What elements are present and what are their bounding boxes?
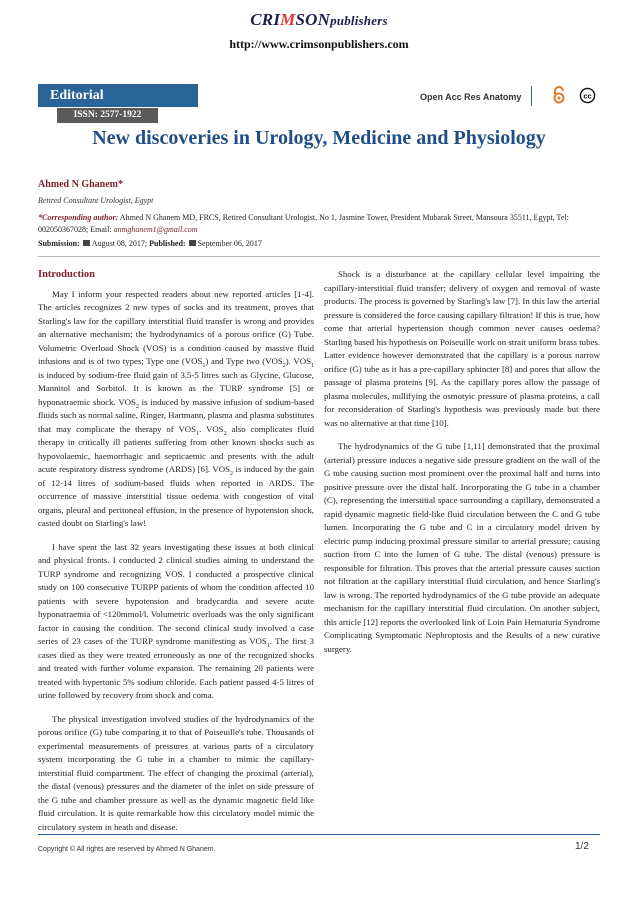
publisher-logo: CRIMSONpublishers bbox=[250, 10, 388, 29]
article-title: New discoveries in Urology, Medicine and Physiology bbox=[92, 127, 546, 149]
section-label: Editorial bbox=[38, 84, 198, 107]
creative-commons-icon bbox=[579, 87, 596, 104]
paragraph: The physical investigation involved studies of the hydrodynamics of the porous orifice (G) tube comparing it to that of Poiseuille's tube. Thousands of experimental measurements of pressures at various parts of a circulatory system incorporating the G tube in a chamber to mimic the capillary-interstitial fluid compartment. The effect of changing the proximal (arterial), the distal (venous) pressures and the diameter of the inlet on side pressure of the G tube and chamber pressure as well as the dynamic magnetic field like fluid circulation. It is quite remarkable how this circulatory model mimic the circulatory system in heath and disease. bbox=[38, 713, 314, 832]
footer-rule bbox=[38, 834, 600, 835]
section-heading: Introduction bbox=[38, 269, 95, 280]
svg-text:cc: cc bbox=[583, 91, 592, 101]
open-access-icon bbox=[552, 86, 566, 104]
article-dates: Submission: August 08, 2017; Published: September 06, 2017 bbox=[38, 239, 262, 248]
header-rule bbox=[38, 256, 600, 257]
body-column-right bbox=[324, 268, 600, 666]
paragraph: May I inform your respected readers about new reported articles [1-4]. The articles recognizes 2 new types of socks and its treatment, proves that Starling's law for the capillary interstitial fluid transfer is wrong and provides an alternative mechanism; the hydrodynamics of a porous orifice (G) Tube. Volumetric Overload Shock (VOS) is a condition caused by massive fluid infusions and is of two types; Type one $(VOS_1)$ and Type two $(VOS_2)$. $VOS_1$ is induced by sodium-free fluid gain of 3.5-5 litres such as Glycine, Glucose, Mannitol and Sorbitol. It is known as the TURP syndrome [5] or hyponatraemic shock. $VOS_2$ is induced by massive infusion of sodium-based fluids such as normal saline, Ringer, Hartmann, plasma and plasma substitutes that may complicate the therapy of $VOS_1$. $VOS_2$ also complicates fluid therapy in critically ill patients suffering from other known shocks such as hypovolaemic, haemorrhagic and septicaemic and presents with the adult acute respiratory distress syndrome (ARDS) [6]. $VOS_2$ is induced by the gain of 12-14 litres of sodium-based fluids when reported in ARDS. The occurrence of massive interstitial tissue oedema with congestion of vital organs, pleural and peritoneal effusion, in the presence of hypotension shock, casted doubt on Starling's law! bbox=[38, 288, 314, 528]
author-email[interactable]: anmghanem1@gmail.com bbox=[113, 224, 198, 234]
calendar-icon bbox=[83, 240, 90, 246]
paragraph: I have spent the last 32 years investigating these issues at both clinical and physical fronts. I conducted 2 clinical studies aiming to understand the TURP syndrome and recognizing VOS. I conducted a prospective clinical study on 100 consecutive TURPP patients of whom the condition affected 10 patients with severe hypotension and bradycardia and severe acute hyponatraemia of <120mmol/l. Volumetric overloads was the only significant factor in causing the condition. The second clinical study involved a case series of 23 cases of the TURP syndrome manifesting as $VOS_1$. The first 3 cases died as they were treated erroneously as one of the recognized shocks and treated with further volume expansion. The remaining 20 patients were treated with hypertonic 5% sodium chloride. Each patient passed 4-5 litres of urine followed by recovery from shock and coma. bbox=[38, 541, 314, 700]
author-affiliation: Retired Consultant Urologist, Egypt bbox=[38, 196, 154, 205]
corresponding-author: *Corresponding author: Ahmed N Ghanem MD, FRCS, Retired Consultant Urologist, No 1, Jasmine Tower, President Mubarak Street, Mansoura 35511, Egypt, Tel: 002050367028; Email: anmghanem1@gmail.com bbox=[38, 213, 569, 234]
header-divider bbox=[531, 86, 532, 106]
author-name: Ahmed N Ghanem* bbox=[38, 179, 124, 190]
issn-badge: ISSN: 2577-1922 bbox=[57, 108, 158, 123]
page-number: 1/2 bbox=[575, 841, 589, 852]
journal-name: Open Acc Res Anatomy bbox=[420, 92, 522, 102]
calendar-icon bbox=[189, 240, 196, 246]
paragraph: Shock is a disturbance at the capillary cellular level impairing the capillary-interstitial fluid transfer; delivery of oxygen and removal of waste products. The process is governed by Starling's law [7]. In this law the arterial pressure is considered the force causing capillary filtration! If this is true, how come that arterial hypertension though common never causes oedema? Starling based his hypothesis on Poiseuille work on strait uniform brass tubes. Latter evidence however demonstrated that the capillary is a porous narrow orifice (G) tube as it has a pre-capillary sphincter [8] and pores that allow the passage of plasma proteins [9]. As the capillary pores allow the passage of plasma molecules, nullifying the osmotyic pressure of plasma proteins, a call for reconsideration of Starling's hypothesis was previously made but there was no alternative at that time [10]. bbox=[324, 269, 600, 428]
copyright-notice: Copyright © All rights are reserved by Ahmed N Ghanem. bbox=[38, 846, 216, 853]
body-column-left bbox=[38, 268, 314, 844]
paragraph: The hydrodynamics of the G tube [1,11] demonstrated that the proximal (arterial) pressure induces a negative side pressure gradient on the wall of the G tube causing suction most prominent over the proximal half and turns into positive pressure over the distal half. Incorporating the G tube in a chamber (C), representing the interstitial space surrounding a capillary, demonstrated a rapid dynamic magnetic field-like fluid circulation between the C and G tube lumen. Incorporating the G tube and C in a circulatory model driven by electric pump inducing proximal pressure similar to arterial pressure; causing suction from C into the lumen of G tube. The distal (venous) pressure is responsible for filtration. This proves that the arterial pressure causes suction not filtration at the capillary interstitial fluid circulation, and hence Starling's law is wrong. The reported hydrodynamics of the G tube provide an adequate mechanism for the capillary interstitial fluid circulation. On another subject, this article [12] reports the overlooked link of Loin Pain Hematuria Syndrome Complicating Symptomatic Nephroptosis and the Results of a new curative surgery. bbox=[324, 441, 600, 654]
publisher-url[interactable]: http://www.crimsonpublishers.com bbox=[229, 37, 409, 51]
